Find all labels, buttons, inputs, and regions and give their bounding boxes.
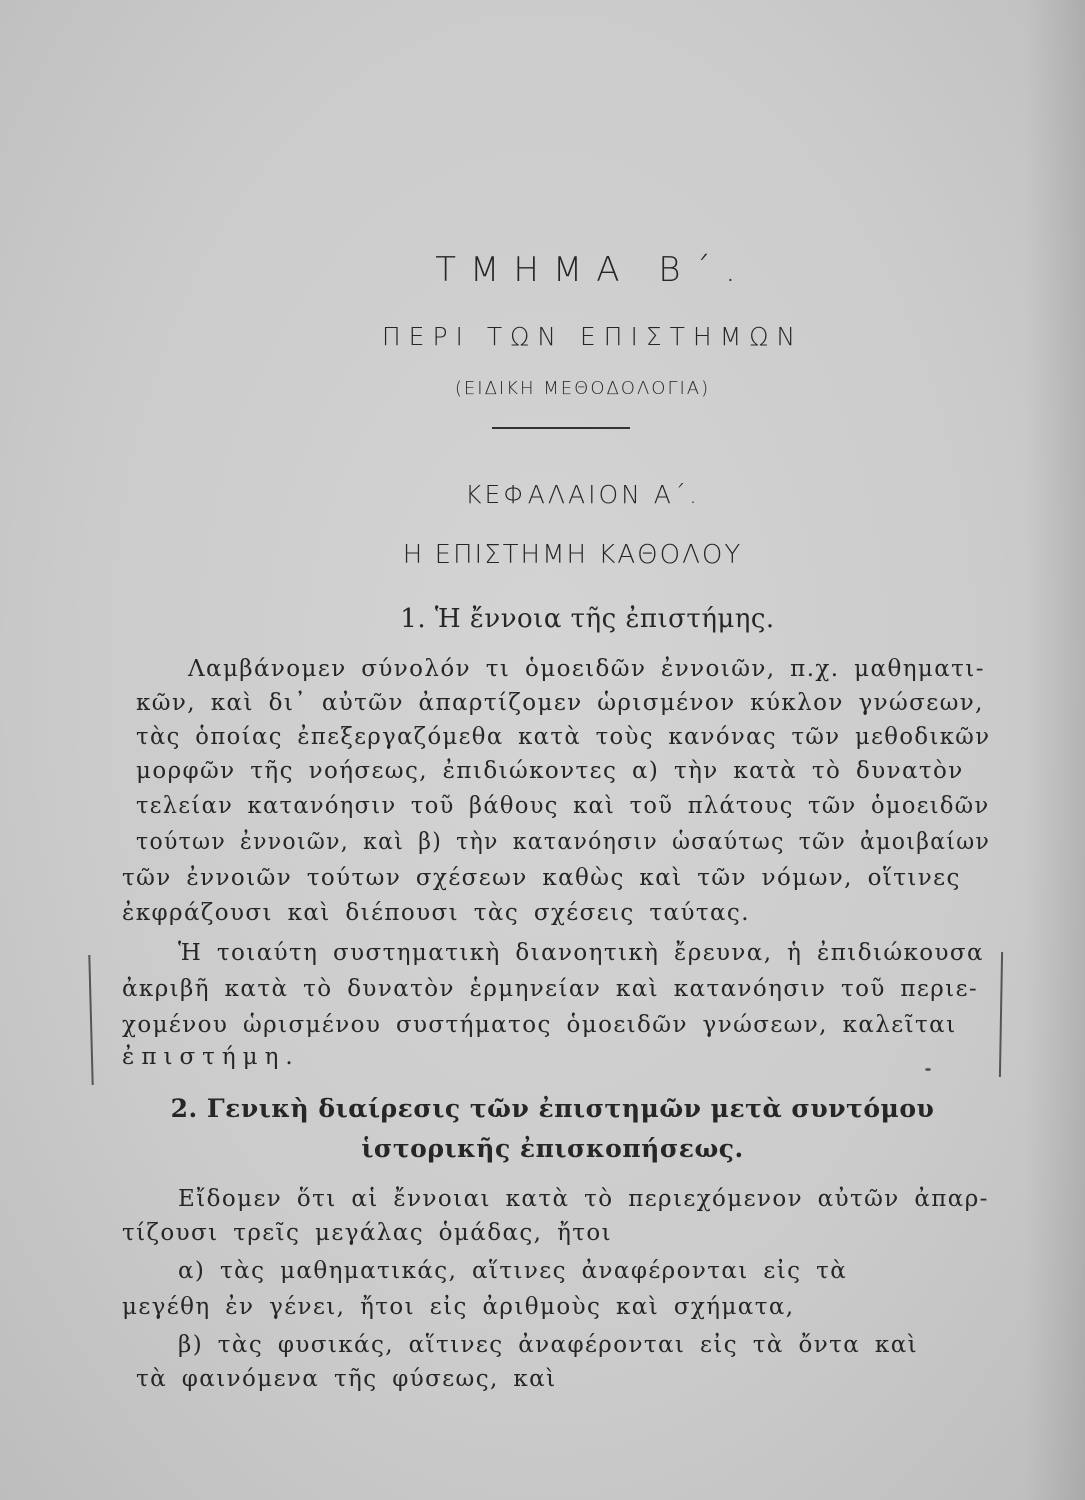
paragraph-line: κῶν, καὶ δι᾽ αὐτῶν ἀπαρτίζομεν ὡρισμένον κύκλον γνώσεων, [136,690,984,716]
ink-speck [925,1068,931,1071]
paragraph-line-term: ἐπιστήμη. [122,1044,300,1070]
subsection-1-heading: 1. Ἡ ἔννοια τῆς ἐπιστήμης. [400,604,775,634]
margin-pencil-mark [88,955,93,1085]
chapter-label: ΚΕΦΑΛΑΙΟΝ Α΄. [465,480,700,509]
paragraph-line: μορφῶν τῆς νοήσεως, ἐπιδιώκοντες α) τὴν κατὰ τὸ δυνατὸν [136,758,964,784]
paragraph-line: τίζουσι τρεῖς μεγάλας ὁμάδας, ἤτοι [122,1220,613,1246]
paragraph-line: ἐκφράζουσι καὶ διέπουσι τὰς σχέσεις ταύτας. [122,900,750,926]
paragraph-line: Ἡ τοιαύτη συστηματικὴ διανοητικὴ ἔρευνα, ἡ ἐπιδιώκουσα [178,940,984,966]
margin-pencil-mark [999,952,1003,1077]
paragraph-line: ἀκριβῆ κατὰ τὸ δυνατὸν ἑρμηνείαν καὶ κατανόησιν τοῦ περιε- [122,976,979,1002]
subsection-2-heading: 2. Γενικὴ διαίρεσις τῶν ἐπιστημῶν μετὰ συντόμου [170,1094,935,1123]
paragraph-line: χομένου ὡρισμένου συστήματος ὁμοειδῶν γνώσεων, καλεῖται [122,1012,957,1038]
paragraph-line: β) τὰς φυσικάς, αἵτινες ἀναφέρονται εἰς τὰ ὄντα καὶ [178,1332,919,1358]
chapter-title: Η ΕΠΙΣΤΗΜΗ ΚΑΘΟΛΟΥ [402,540,743,570]
paragraph-line: τούτων ἐννοιῶν, καὶ β) τὴν κατανόησιν ὡσαύτως τῶν ἀμοιβαίων [136,829,991,855]
page-edge-shadow [1025,0,1085,1500]
section-title: ΤΜΗΜΑ Β΄. [435,250,750,290]
paragraph-line: τὰς ὁποίας ἐπεξεργαζόμεθα κατὰ τοὺς κανόνας τῶν μεθοδικῶν [136,724,991,750]
section-subtitle-methodology: (ΕΙΔΙΚΗ ΜΕΘΟΔΟΛΟΓΙΑ) [454,378,711,399]
paragraph-line: α) τὰς μαθηματικάς, αἵτινες ἀναφέρονται εἰς τὰ [178,1258,848,1284]
paragraph-line: τῶν ἐννοιῶν τούτων σχέσεων καθὼς καὶ τῶν νόμων, οἵτινες [122,865,961,891]
section-subtitle: ΠΕΡΙ ΤΩΝ ΕΠΙΣΤΗΜΩΝ [381,322,804,351]
paragraph-line: Λαμβάνομεν σύνολόν τι ὁμοειδῶν ἐννοιῶν, π.χ. μαθηματι- [188,656,985,682]
paragraph-line: μεγέθη ἐν γένει, ἤτοι εἰς ἀριθμοὺς καὶ σχήματα, [122,1294,795,1320]
paragraph-line: Εἴδομεν ὅτι αἱ ἔννοιαι κατὰ τὸ περιεχόμενον αὐτῶν ἀπαρ- [178,1186,989,1212]
divider-rule [492,427,630,429]
subsection-2-heading-continued: ἱστορικῆς ἐπισκοπήσεως. [361,1134,744,1163]
paragraph-line: τὰ φαινόμενα τῆς φύσεως, καὶ [136,1366,557,1392]
paragraph-line: τελείαν κατανόησιν τοῦ βάθους καὶ τοῦ πλάτους τῶν ὁμοειδῶν [136,793,990,819]
